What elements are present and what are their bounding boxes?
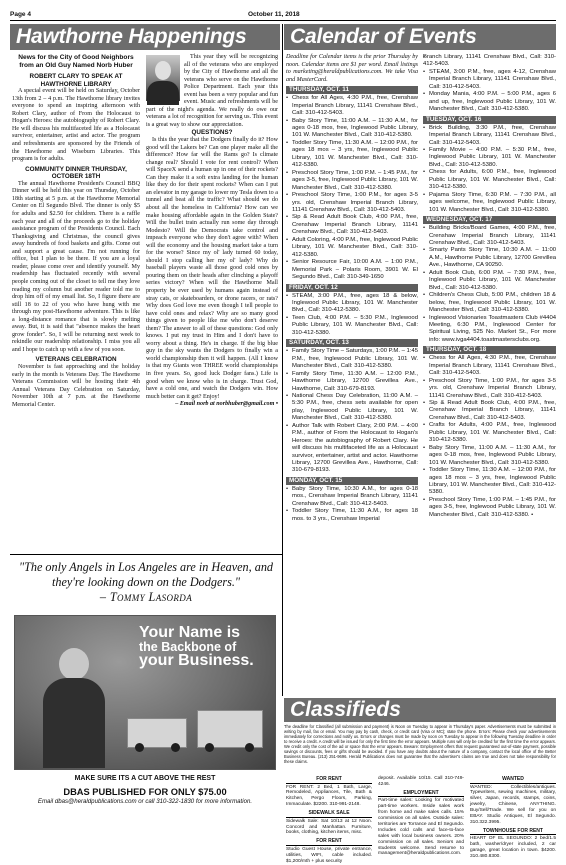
calendar-event: • Monday Mania, 4:00 P.M. – 5:00 P.M., ages 6 and up, free, Inglewood Public Library, 101 W. Manchester Blvd., Call: 310-412-5380. xyxy=(423,91,556,113)
questions-text: Is this the year that the Dodgers finally do it? How good will the Lakers be? Can one player make all the difference? How far will the Rams go? Is climate change real? Should I vote for rent control? When will SpaceX send a human up in one of their rockets? Can they make it a soft extra landing for the human like they do for their spent rockets? When can I put an elevator in my garage to lower my Tesla down to a tunnel and beat all the traffic? What should we do about all the homeless in California? How can we make housing affordable again in the Golden State? Will the bullet train actually run some day through Modesto? Will the Democrats take control and impeach everyone who they don't agree with? When will the economy and the housing market take a turn for the worse? Since my ol' lady turned 60 today, should I stop calling her my ol' lady? Why do baseball players waste all those good cold ones by pouring them on their heads after clinching a playoff series victory? When will the Hawthorne Mall property be ever used by humans again instead of stray cats, or skateboarders, or drone racers, or rats? Why does God love me even though I tell people to have cold ones and relax? Why are so many good things given to people like me who don't deserve them? The answer to all of these questions: God only knows. I put my trust in Him and I don't have to worry about a thing. He's in charge. If the big blue guy in the sky wants the Dodgers to finally win a world championship then it will happen. (All I know is that my Giants won THREE world championships in five years. So, good luck Dodger fans.) Life is good when we know who is in charge. Trust God, have a cold one, and watch the Dodgers win. How much better can it get? Enjoy! xyxy=(146,137,278,400)
calendar-event: • Crafts for Adults, 4:00 P.M., free, Inglewood Public Library, 101 W. Manchester Blvd., Call: 310-412-5380. xyxy=(423,422,556,444)
dinner-text: The annual Hawthorne President's Council BBQ Dinner will be held this year on Thursday, October 18th starting at 5 p.m. at the Hawthorne Memorial Center on El Segundo Blvd. The dinner is only $5 for adults and $2.50 for children. There is a raffle each year and all of the proceeds go to the holiday assistance program of the Presidents Council. Each Thanksgiving and Christmas, the council gives away hundreds of food baskets and gifts. Come out and support a great cause. I'm not running for office, but I plan to be there. If you are a loyal reader, please come over and identify yourself. My readership has fluctuated recently with several people coming out of the closet to tell me they love reading my column but another reader told me to drop him off of my email list. So, I figure there are still 18 to 22 of you who have hung with me through my post-Hawthorne adventure. This is like a long-distance romance that is slowly melting away. But, it is said that "absence makes the heart grow fonder". So, I will be returning next week to rekindle our readership relationship. I miss you all and I hope to catch up with a few of you soon. xyxy=(12,180,140,353)
column-lead: News for the City of Good Neighbors from an Old Guy Named Norb Huber xyxy=(18,54,134,69)
calendar-event: • Children's Chess Club, 5:00 P.M., children 18 & below, free, Inglewood Public Library, 101 W. Manchester Blvd., Call: 310-412-5380. xyxy=(423,292,556,314)
pull-quote xyxy=(12,560,280,605)
calendar-day-banner: MONDAY, OCT. 15 xyxy=(286,477,418,485)
calendar-event: • Toddler Story Time, 11:30 A.M., for ages 18 mos. to 3 yrs., Crenshaw Imperial xyxy=(286,508,418,523)
column-happenings-1 xyxy=(12,54,140,554)
trucks-illustration xyxy=(127,704,267,748)
signoff: – Email norb at norbhuber@gmail.com • xyxy=(175,401,278,408)
calendar-intro: Deadline for Calendar items is the prior Thursday by noon. Calendar items are $1 per word. Email listings to marketing@heraldpublications.com. We take Visa and MasterCard. xyxy=(286,54,418,83)
calendar-event: • Pajama Story Time, 6:30 P.M. – 7:30 P.M., all ages welcome, free, Inglewood Public Library, 101 W. Manchester Blvd., Call: 310-412-5380. xyxy=(423,192,556,214)
calendar-event: • Preschool Story Time, 1:00 P.M., for ages 3-5 yrs. old, Crenshaw Imperial Branch Library, 11141 Crenshaw Blvd., Call: 310-412-5403. xyxy=(286,192,418,214)
calendar-event: • Baby Story Time, 11:00 A.M. – 11:30 A.M., for ages 0-18 mos, free, Inglewood Public Library, 101 W. Manchester Blvd., Call: 310-412-5380. xyxy=(286,118,418,140)
classifieds-column-3 xyxy=(470,776,556,860)
calendar-day-banner: TUESDAY, OCT. 16 xyxy=(423,116,556,124)
author-photo xyxy=(146,55,180,101)
calendar-event: • STEAM, 3:00 P.M., free, ages 18 & below, Inglewood Public Library, 101 W. Manchester Blvd., Call: 310-412-5380. xyxy=(286,293,418,315)
calendar-day-banner: THURSDAY, OCT. 18 xyxy=(423,346,556,354)
calendar-event: • Preschool Story Time, 1:00 P.M. – 1:45 P.M., for ages 3-5, free, Inglewood Public Library, 101 W. Manchester Blvd., Call: 310-412-5380. xyxy=(286,170,418,192)
quote-author: – Tommy Lasorda xyxy=(99,590,193,604)
classified-listing: Part-time sales: Looking for motivated part-time workers. Inside sales work from home and make sales calls. 15% commission on all sales. Outside sales: territories are Torrance and El Segundo. Includes cold calls and face-to-face sales with local business owners. 20% commission on all sales. Seniors and students welcome. Send resume to management@heraldpublications.com. xyxy=(378,798,464,857)
calendar-day-banner: SATURDAY, OCT. 13 xyxy=(286,339,418,347)
ad-contact: Email dbas@heraldpublications.com or call 310-322-1830 for more information. xyxy=(37,798,253,805)
dba-advertisement xyxy=(14,615,276,770)
calendar-day-banner: THURSDAY, OCT. 11 xyxy=(286,86,418,94)
veterans-heading: VETERANS CELEBRATION xyxy=(35,356,117,364)
calendar-event: • Family Story Time – Saturdays, 1:00 P.M. – 1:45 P.M., free, Inglewood Public Library, 101 W. Manchester Blvd., Call: 310-412-5380. xyxy=(286,348,418,370)
calendar-day-banner: FRIDAY, OCT. 12 xyxy=(286,284,418,292)
classified-category: TOWNHOUSE FOR RENT xyxy=(470,828,556,836)
page-header xyxy=(10,9,556,21)
calendar-event: • STEAM, 3:00 P.M., free, ages 4-12, Crenshaw Imperial Branch Library, 11141 Crenshaw Blvd., Call: 310-412-5403. xyxy=(423,69,556,91)
calendar-day-banner: WEDNESDAY, OCT. 17 xyxy=(423,216,556,224)
calendar-event: • Inglewood Visionaries Toastmasters Club #4404 Meeting, 6:30 P.M., Inglewood Center for Spiritual Living, 525 Nο. Market St., For more info: www.ivga4404.toastmastersclubs.org. xyxy=(423,315,556,345)
calendar-continued: • Branch Library, 11141 Crenshaw Blvd., Call: 310-412-5403. xyxy=(423,54,556,69)
library-heading: ROBERT CLARY TO SPEAK AT HAWTHORNE LIBRARY xyxy=(29,73,123,88)
calendar-event: • Author Talk with Robert Clary, 2:00 P.M. – 4:00 P.M., author of From the Holocaust to Hogan's Heroes: the autobiography of Robert Clary. He will discuss his multifaceted life as a Holocaust survivor, entertainer, artist and actor. Hawthorne Library, 12700 Grevillea Ave., Hawthorne, Call: 310-679-8193. xyxy=(286,423,418,475)
veterans-continued-text: This year they will be recognizing all of the veterans who are employed by the City of Hawthorne and all the veterans who serve on the Hawthorne Police Department. Each year this event has been a very popular and fun event. Music and refreshments will be part of the night's agenda. We really do owe our veterans a lot of recognition for serving us. This event is a great way to show our appreciation. xyxy=(146,54,278,128)
classifieds-column-1 xyxy=(286,776,372,864)
classified-category: EMPLOYMENT xyxy=(378,790,464,798)
calendar-column-2 xyxy=(423,54,556,696)
calendar-event: • Sip & Read Adult Book Club, 4:00 P.M., free, Crenshaw Imperial Branch Library, 11141 Crenshaw Blvd., Call: 310-412-5403. xyxy=(286,214,418,236)
calendar-event: • National Chess Day Celebration, 11:00 A.M. – 5:30 P.M., free, chess sets available for open play, Inglewood Public Library, 101 W. Manchester Blvd., Call: 310-412-5380. xyxy=(286,393,418,423)
classified-listing: Sidewalk Sale: Sat 10/13 at 12 Noon. Concord and Manhattan. Furniture, books, clothing, kitchen items, misc. xyxy=(286,818,372,836)
classified-listing: HEART OF EL SEGUNDO: 2 bed/1.5 bath, washer/dryer included, 2 car garage, great location in town. $4200. 310.480.8300. xyxy=(470,836,556,860)
calendar-event: • Preschool Story Time, 1:00 P.M. – 1:45 P.M., for ages 3-5, free, Inglewood Public Library, 101 W. Manchester Blvd., Call: 310-412-5380. • xyxy=(423,497,556,519)
calendar-event: • Chess for All Ages, 4:30 P.M., free, Crenshaw Imperial Branch Library, 11141 Crenshaw Blvd., Call: 310-412-5403. xyxy=(423,355,556,377)
classified-listing: Studio Guest House, private entrance, utilities, WIFI, cable included. $1,200/mth + plus security xyxy=(286,846,372,864)
calendar-event: • Baby Story Time, 10:30 A.M., for ages 0-18 mos., Crenshaw Imperial Branch Library, 11141 Crenshaw Blvd., Call: 310-412-5403. xyxy=(286,486,418,508)
classifieds-disclaimer: The deadline for Classified (all submission and payment) is Noon on Tuesday to appear in Thursday's paper. Advertisements must be submitted in writing by mail, fax or email. You may pay by cash, check, or credit card (Visa or MC); state the phone. Errors: Please check your advertisements immediately for corrections and notify us. Errors or changes must be made by noon on Tuesday to appear in the following Tuesday deadline in order to receive a credit. A credit will be issued for only the first time the error appears. Multiple runs will only be credited for the first time the error appears. We credit only the cost of the ad or space that the error appears. Beware: Employment offers that request guaranteed out-of-state payment, possible savings or discounts, fees or gifts should be avoided. If you have any doubts about the nature of a company, contact the local office of the Better Business Bureau. (213) 251-9696. Herald Publications does not guarantee that the advertiser's claims are true and does not take responsibility for these claims. xyxy=(284,724,556,764)
worker-illustration xyxy=(37,642,111,768)
quote-divider xyxy=(10,554,282,555)
calendar-event: • Senior Resource Fair, 10:00 A.M. – 1:00 P.M., Memorial Park – Polaris Room, 3901 W. El Segundo Blvd., Call: 310-349-1650 xyxy=(286,259,418,281)
classified-listing: WANTED: Collectibles/antiques. Typewriters, sewing machines, military, silver, Japan, records, stamps, coins, jewelry, Chinese, ANYTHING. Buy/Sell/Trade. We sell for you on EBAY. Studio Antiques, El Segundo. 310.322.3995. xyxy=(470,784,556,825)
calendar-event: • Preschool Story Time, 1:00 P.M., for ages 3-5 yrs. old, Crenshaw Imperial Branch Library, 11141 Crenshaw Blvd., Call: 310-412-5403. xyxy=(423,378,556,400)
page-number: Page 4 xyxy=(10,11,31,18)
calendar-event: • Adult Coloring, 4:00 P.M., free, Inglewood Public Library, 101 W. Manchester Blvd., Call: 310-412-5380. xyxy=(286,237,418,259)
classified-listing: FOR RENT: 2 Bed, 1 Bath, Large, Remodeled, Appliances, Tile, Bath & Kitchen, Pergo Floors, Parking, Immaculate. $2200. 310-991-2148. xyxy=(286,784,372,808)
classified-category: FOR RENT xyxy=(286,776,372,784)
ad-price: DBAS PUBLISHED FOR ONLY $75.00 xyxy=(63,787,227,797)
calendar-column-1 xyxy=(286,54,418,696)
dinner-heading: COMMUNITY DINNER THURSDAY, OCTOBER 18TH xyxy=(25,165,127,181)
veterans-text: November is fast approaching and the holiday early in the month is Veterans Day. The Hawthorne Veterans Commission will be hosting their 4th Annual Veterans Day Celebration on Saturday, November 10th at 7 p.m. at the Hawthorne Memorial Center. xyxy=(12,364,140,408)
classified-listing: deposit. Available 10/15. Call 310-749-4246. xyxy=(378,776,464,787)
classifieds-masthead: Classifieds xyxy=(284,698,556,722)
calendar-event: • Building Bricks/Board Games, 4:00 P.M., free, Crenshaw Imperial Branch Library, 11141 Crenshaw Blvd., Call: 310-412-5403. xyxy=(423,225,556,247)
library-text: A special event will be held on Saturday, October 13th from 2 – 4 p.m. The Hawthorne library invites everyone to spend an inspiring afternoon with Robert Clary, author of From the Holocaust to Hogan's Heroes: the autobiography of Robert Clary. He will discuss his multifaceted life as a Holocaust survivor, entertainer, artist and actor. The program and refreshments are sponsored by the Friends of the Hawthorne and Wiseburn Libraries. This program is for adults. xyxy=(12,88,140,163)
ad-headline: Your Name is the Backbone of your Business. xyxy=(139,624,254,669)
ad-footer xyxy=(14,770,276,806)
calendar-event: • Toddler Story Time, 11:30 A.M. – 12:00 P.M., for ages 18 mos – 3 yrs, free, Inglewood Public Library, 101 W. Manchester Blvd., Call: 310-412-5380. xyxy=(286,140,418,170)
calendar-event: • Chess for All Ages, 4:30 P.M., free, Crenshaw Imperial Branch Library, 11141 Crenshaw Blvd., Call: 310-412-5403. xyxy=(286,95,418,117)
calendar-event: • Brick Building, 3:30 P.M., free, Crenshaw Imperial Branch Library, 11141 Crenshaw Blvd., Call: 310-412-5403. xyxy=(423,125,556,147)
issue-date: October 11, 2018 xyxy=(248,11,300,18)
calendar-event: • Teen Club, 4:00 P.M. – 5:30 P.M., Inglewood Public Library, 101 W. Manchester Blvd., Call: 310-412-5380. xyxy=(286,315,418,337)
column-divider xyxy=(282,24,283,696)
calendar-event: • Family Story Time, 11:30 A.M. – 12:00 P.M., Hawthorne Library, 12700 Grevillea Ave., Hawthorne, Call: 310-679-8193. xyxy=(286,371,418,393)
calendar-event: • Smarty Pants Story Time, 10:30 A.M. – 11:00 A.M., Hawthorne Public Library, 12700 Grevillea Ave., Hawthorne, CA 90250. xyxy=(423,247,556,269)
column-happenings-2 xyxy=(146,54,278,554)
calendar-event: • Baby Story Time, 11:00 A.M. – 11:30 A.M., for ages 0-18 mos, free, Inglewood Public Library, 101 W. Manchester Blvd., Call: 310-412-5380. xyxy=(423,445,556,467)
classifieds-column-2 xyxy=(378,776,464,857)
calendar-event: • Chess for Adults, 6:00 P.M., free, Inglewood Public Library, 101 W. Manchester Blvd., Call: 310-412-5380. xyxy=(423,169,556,191)
quote-text: "The only Angels in Los Angeles are in Heaven, and they're looking down on the Dodgers." xyxy=(18,560,274,589)
hawthorne-happenings-masthead: Hawthorne Happenings xyxy=(10,24,280,50)
classified-category: FOR RENT xyxy=(286,838,372,846)
calendar-event: • Adult Book Club, 6:00 P.M. – 7:30 P.M., free, Inglewood Public Library, 101 W. Manchester Blvd., Call: 310-412-5380. xyxy=(423,270,556,292)
classified-category: WANTED xyxy=(470,776,556,784)
calendar-masthead: Calendar of Events xyxy=(284,24,556,50)
calendar-event: • Toddler Story Time, 11:30 A.M. – 12:00 P.M., for ages 18 mos – 3 yrs, free, Inglewood Public Library, 101 W. Manchester Blvd., Call: 310-412-5380. xyxy=(423,467,556,497)
calendar-event: • Sip & Read Adult Book Club, 4:00 P.M., free, Crenshaw Imperial Branch Library, 11141 Crenshaw Blvd., Call: 310-412-5403. xyxy=(423,400,556,422)
ad-tagline: MAKE SURE ITS A CUT ABOVE THE REST xyxy=(74,775,216,782)
questions-heading: QUESTIONS? xyxy=(191,129,233,137)
classified-category: SIDEWALK SALE xyxy=(286,810,372,818)
calendar-event: • Family Movie – 4:00 P.M. – 5:30 P.M., free, Inglewood Public Library, 101 W. Manchester Blvd., Call: 310-412-5380. xyxy=(423,147,556,169)
